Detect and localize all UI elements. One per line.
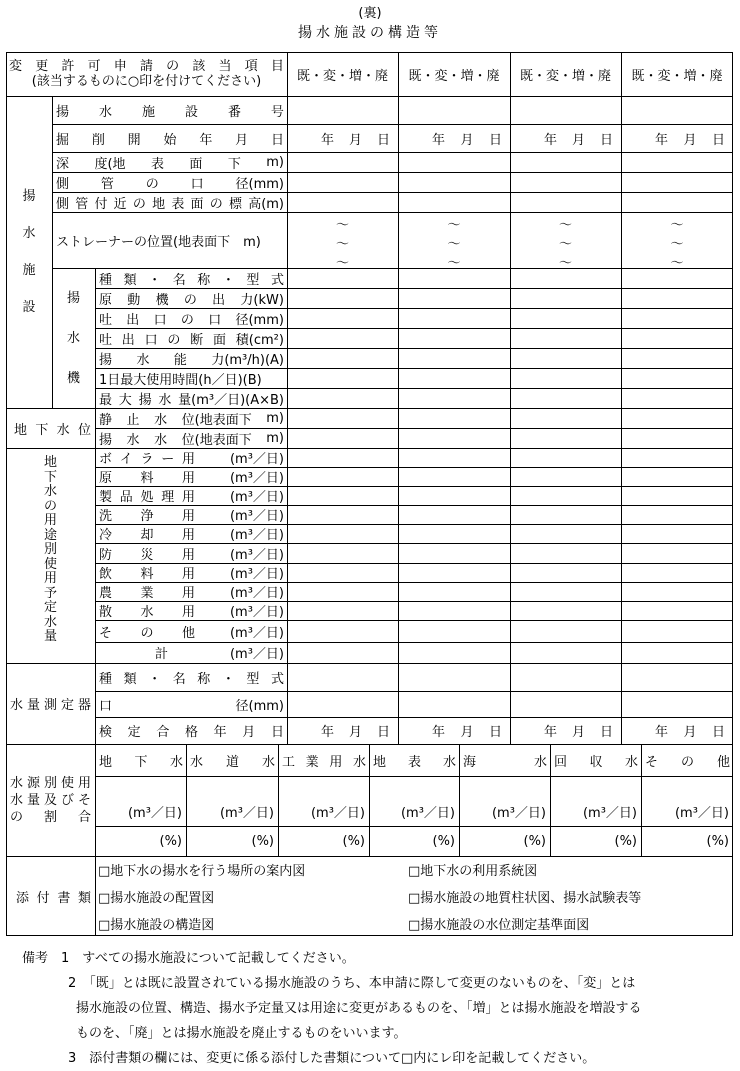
ws-char: 水 [533,754,547,770]
range-marker: ～ [447,218,461,233]
label-text: □揚水施設の構造図 [98,917,215,933]
date-char: 月 [348,725,362,740]
label-text: 既・変・増・廃 [296,68,388,84]
pump-char: 断 [190,332,204,348]
ws-char: 地 [373,754,387,770]
ws-char: 海 [463,754,477,770]
meter-type-char: 式 [270,671,284,687]
range-marker: ～ [447,256,461,268]
facility-group-char: 揚 [22,189,36,204]
ws-group-char: 源 [26,775,40,791]
ws-char: 収 [589,754,603,770]
date-char: 月 [571,132,585,148]
row-casing-elevation-char: 付 [94,196,108,212]
usage-char: 業 [140,586,154,601]
pump-char: 最 [99,392,113,408]
row-depth-char: 深 [56,156,70,172]
pump-char: 口 [153,312,167,328]
usage-group-char: 用 [43,513,57,529]
label-text: (m³／日) [400,806,455,821]
note-2-cont2: ものを、「廃」とは揚水施設を廃止するものをいいます。 [76,1026,407,1041]
category-char: 申 [113,59,127,74]
usage-group-char: 量 [43,629,57,645]
usage-char: 原 [99,471,113,486]
ws-char: 下 [134,754,148,770]
pump-char: ・ [148,272,162,288]
ws-char: 工 [282,754,296,770]
date-char: 日 [488,132,502,148]
meter-certified-date-char: 定 [127,725,141,740]
row-excavation-date-char: 開 [127,132,141,148]
label-text: 既・変・増・廃 [408,68,500,84]
pump-char: 1日最大使用時間(h／日)(B) [99,372,262,388]
usage-char: 用 [181,509,195,524]
pump-char: 径(mm) [235,312,284,328]
usage-char: そ [99,625,113,641]
pump-char: の [183,292,197,308]
usage-char: 農 [99,586,113,601]
category-char: 当 [218,59,232,74]
pump-char: 吐 [99,332,113,348]
date-char: 年 [655,132,669,148]
usage-char: 冷 [99,528,113,543]
ws-group-char: 合 [77,809,91,825]
att-group-char: 添 [16,890,30,906]
usage-group-char: 水 [43,484,57,500]
usage-char: 災 [140,547,154,563]
page-side-label: (裏) [358,6,382,21]
category-char: 変 [9,59,23,74]
row-facility-number-char: 施 [141,104,155,120]
pump-char: 量(m³／日)(A×B) [178,392,284,408]
pump-char: 積(cm²) [235,332,284,348]
note-3: 3 添付書類の欄には、変更に係る添付した書類について□内にレ印を記載してください。 [68,1051,596,1066]
pump-char: 力(m³/h)(A) [211,352,284,368]
ws-group-char: 別 [43,775,57,791]
label-text: (m³／日) [229,528,284,543]
usage-group-char: 用 [43,571,57,587]
row-casing-diameter-char: 口 [190,176,204,192]
date-char: 日 [711,725,725,740]
usage-char: 料 [140,567,154,582]
usage-char: 用 [181,452,195,467]
ws-char: 水 [261,754,275,770]
row-casing-elevation-char: 面 [190,196,204,212]
category-label-line2: (該当するものに○印を付けてください) [31,74,262,89]
pump-char: 大 [118,392,132,408]
meter-certified-date-char: 検 [99,725,113,740]
label-text: (%) [432,833,455,849]
label-text: (m³／日) [229,647,284,662]
ws-group-char: 水 [10,792,24,808]
label-text: (%) [614,833,637,849]
usage-char: 料 [140,471,154,486]
category-char: 更 [35,59,49,74]
ws-char: 他 [716,754,730,770]
gw-group-char: 水 [56,422,70,438]
page-title: 揚水施設の構造等 [298,25,442,41]
note-2-cont: 揚水施設の位置、構造、揚水予定量又は用途に変更があるものを、「増」とは揚水施設を増設する [76,1001,642,1016]
row-casing-elevation-char: 側 [56,196,70,212]
ws-char: の [680,754,694,770]
usage-char: 処 [140,490,154,505]
ws-group-char: 及 [43,792,57,808]
pump-char: 型 [246,272,260,288]
label-text: (%) [159,833,182,849]
ws-group-char: び [60,792,74,808]
category-char: 許 [61,59,75,74]
pump-group-char: 揚 [66,290,80,306]
date-char: 日 [488,725,502,740]
ws-char: 表 [407,754,421,770]
ws-char: 水 [624,754,638,770]
usage-char: イ [119,452,133,467]
usage-char: 浄 [140,509,154,524]
row-casing-diameter-char: 側 [56,176,70,192]
category-char: 請 [139,59,153,74]
ws-char: 業 [305,754,319,770]
pump-char: 式 [270,272,284,288]
date-char: 月 [460,132,474,148]
row-excavation-date-char: 年 [199,132,213,148]
ws-char: 回 [554,754,568,770]
facility-group-char: 設 [22,300,36,315]
meter-group-char: 器 [77,698,91,713]
label-text: □地下水の揚水を行う場所の案内図 [98,864,306,879]
row-excavation-date-char: 始 [163,132,177,148]
row-depth-char: 度(地 [94,156,126,172]
att-group-char: 書 [57,890,71,906]
pump-char: 揚 [99,352,113,368]
meter-certified-date-char: 合 [156,725,170,740]
category-char: の [166,59,180,74]
gw-char: m) [266,430,284,446]
label-text: (m³／日) [127,806,182,821]
row-casing-elevation-char: の [132,196,146,212]
row-casing-elevation-char: 表 [171,196,185,212]
row-depth-char: 面 [189,156,203,172]
usage-group-char: 定 [43,600,57,616]
pump-char: 原 [99,292,113,308]
usage-char: 用 [181,528,195,543]
date-char: 年 [321,725,335,740]
row-excavation-date-char: 月 [235,132,249,148]
row-casing-diameter-char: 径(mm) [235,176,284,192]
gw-char: 静 [99,412,113,428]
form-frame [6,52,733,936]
row-casing-elevation-char: 地 [152,196,166,212]
usage-char: 用 [181,471,195,486]
pump-char: 出 [121,332,135,348]
usage-char: 却 [140,528,154,543]
date-char: 年 [432,132,446,148]
row-casing-elevation-char: 標 [228,196,242,212]
pump-char: ・ [221,272,235,288]
pump-char: 出 [212,292,226,308]
gw-char: 水 [126,432,140,448]
label-text: (m³／日) [229,452,284,467]
label-text: 既・変・増・廃 [631,68,723,84]
label-text: (m³／日) [229,625,284,641]
label-text: (m³／日) [674,806,729,821]
ws-char: 水 [190,754,204,770]
usage-char: 用 [181,547,195,563]
row-depth-char: 表 [150,156,164,172]
gw-char: m) [266,410,284,426]
row-depth-char: 下 [227,156,241,172]
usage-char: 製 [99,490,113,505]
pump-char: 口 [208,312,222,328]
ws-group-char: の [10,809,24,825]
label-text: ストレーナーの位置(地表面下 m) [56,234,261,250]
range-marker: ～ [558,218,572,233]
row-facility-number-char: 水 [98,104,112,120]
ws-group-char: 水 [10,775,24,791]
date-char: 日 [376,725,390,740]
usage-char: 散 [99,605,113,620]
meter-type-char: 類 [123,671,137,687]
date-char: 年 [655,725,669,740]
label-text: (m³／日) [229,509,284,524]
category-char: 該 [192,59,206,74]
label-text: (m³／日) [229,586,284,601]
meter-diameter-char: 口 [99,698,113,714]
att-group-char: 類 [77,890,91,906]
meter-certified-date-char: 年 [213,725,227,740]
usage-group-char: の [43,498,57,514]
date-char: 日 [599,132,613,148]
gw-group-char: 位 [77,422,91,438]
pump-char: 揚 [138,392,152,408]
meter-type-char: ・ [221,671,235,687]
pump-char: 名 [172,272,186,288]
gw-group-char: 下 [35,422,49,438]
meter-diameter-char: 径(mm) [235,698,284,714]
range-marker: ～ [670,256,684,268]
range-marker: ～ [335,256,349,268]
note-2: 2 「既」とは既に設置されている揚水施設のうち、本申請に際して変更のないものを、「変」とは [68,976,636,991]
usage-group-char: 途 [43,527,57,543]
ws-char: 水 [352,754,366,770]
date-char: 日 [376,132,390,148]
row-casing-diameter-char: の [145,176,159,192]
usage-group-char: 地 [43,455,57,471]
usage-char: 用 [181,586,195,601]
label-text: (m³／日) [582,806,637,821]
row-casing-diameter-char: 管 [100,176,114,192]
usage-char: 品 [119,490,133,505]
usage-char: ラ [140,452,154,467]
range-marker: ～ [670,237,684,252]
pump-char: 吐 [99,312,113,328]
usage-group-char: 水 [43,614,57,630]
usage-char: 用 [181,490,195,505]
meter-group-char: 定 [60,698,74,713]
pump-char: 口 [144,332,158,348]
meter-type-char: 名 [172,671,186,687]
label-text: (m³／日) [229,471,284,486]
meter-type-char: 種 [99,671,113,687]
pump-char: の [167,332,181,348]
row-casing-elevation-char: 高(m) [248,196,284,212]
label-text: □揚水施設の水位測定基準面図 [408,917,590,933]
facility-group-char: 水 [22,226,36,241]
notes-section [22,946,732,1071]
pump-char: 水 [136,352,150,368]
meter-type-char: 称 [197,671,211,687]
facility-group-char: 施 [22,263,36,278]
usage-char: 用 [181,567,195,582]
ws-group-char: 割 [43,809,57,825]
pump-char: の [180,312,194,328]
label-text: (m³／日) [491,806,546,821]
date-char: 日 [599,725,613,740]
meter-group-char: 水 [10,698,24,713]
usage-group-char: 別 [43,542,57,558]
range-marker: ～ [558,237,572,252]
usage-char: 用 [181,605,195,620]
ws-char: 水 [442,754,456,770]
ws-group-char: 用 [77,775,91,791]
range-marker: ～ [335,237,349,252]
label-text: (m³／日) [219,806,274,821]
row-depth-char: m) [266,154,284,170]
label-text: (%) [706,833,729,849]
date-char: 年 [432,725,446,740]
row-casing-elevation-char: 近 [113,196,127,212]
notes-label: 備考 [22,951,49,966]
label-text: (%) [251,833,274,849]
row-facility-number-char: 号 [270,104,284,120]
category-char: 項 [244,59,258,74]
ws-char: 地 [99,754,113,770]
date-char: 月 [348,132,362,148]
meter-group-char: 測 [43,698,57,713]
row-facility-number-char: 番 [227,104,241,120]
pump-char: 能 [173,352,187,368]
label-text: 既・変・増・廃 [519,68,611,84]
usage-char: 防 [99,547,113,563]
pump-char: 機 [155,292,169,308]
label-text: (m³／日) [229,605,284,620]
range-marker: ～ [447,237,461,252]
pump-group-char: 機 [66,370,80,386]
usage-char: ー [161,452,175,467]
label-text: □揚水施設の地質柱状図、揚水試験表等 [408,891,642,906]
label-text: (m³／日) [229,567,284,582]
row-facility-number-char: 揚 [56,104,70,120]
usage-char: 洗 [99,509,113,524]
usage-char: 飲 [99,567,113,582]
ws-group-char: 使 [60,775,74,791]
gw-group-char: 地 [14,422,28,438]
range-marker: ～ [670,218,684,233]
date-char: 年 [544,725,558,740]
meter-certified-date-char: 格 [184,725,198,740]
usage-char: 理 [161,490,175,505]
date-char: 年 [544,132,558,148]
meter-certified-date-char: 日 [270,725,284,740]
pump-char: 動 [127,292,141,308]
category-char: 可 [87,59,101,74]
label-text: □揚水施設の配置図 [98,891,215,906]
date-char: 月 [683,132,697,148]
pump-char: 出 [126,312,140,328]
meter-type-char: ・ [148,671,162,687]
pump-char: 称 [197,272,211,288]
pump-group-char: 水 [66,330,80,346]
note-1: 備考 1 すべての揚水施設について記載してください。 [22,951,355,966]
date-char: 月 [460,725,474,740]
label-text: (m³／日) [229,547,284,563]
usage-group-char: 下 [43,469,57,485]
date-char: 年 [321,132,335,148]
label-text: □地下水の利用系統図 [408,864,538,879]
row-excavation-date-char: 日 [270,132,284,148]
usage-group-char: 使 [43,556,57,572]
gw-char: 水 [154,432,168,448]
ws-char: 用 [329,754,343,770]
label-text: (m³／日) [229,490,284,505]
usage-char: の [140,625,154,641]
row-casing-elevation-char: 管 [75,196,89,212]
row-excavation-date-char: 削 [91,132,105,148]
gw-char: 止 [126,412,140,428]
usage-char: 水 [140,605,154,620]
label-text: (%) [523,833,546,849]
pump-char: 種 [99,272,113,288]
date-char: 日 [711,132,725,148]
date-char: 月 [683,725,697,740]
gw-char: 水 [154,412,168,428]
label-text: (%) [342,833,365,849]
label-text: 計 [155,647,169,662]
gw-char: 位(地表面下 [181,432,252,448]
ws-group-char: そ [77,792,91,808]
pump-char: 水 [158,392,172,408]
range-marker: ～ [335,218,349,233]
pump-char: 力(kW) [240,292,284,308]
ws-char: 水 [169,754,183,770]
range-marker: ～ [558,256,572,268]
usage-char: 他 [181,625,195,641]
gw-char: 揚 [99,432,113,448]
att-group-char: 付 [36,890,50,906]
pump-char: 面 [212,332,226,348]
usage-group-char: 予 [43,585,57,601]
date-char: 月 [571,725,585,740]
row-casing-elevation-char: の [209,196,223,212]
pump-char: 類 [123,272,137,288]
row-excavation-date-char: 掘 [56,132,70,148]
ws-group-char: 量 [26,792,40,808]
meter-type-char: 型 [246,671,260,687]
gw-char: 位(地表面下 [181,412,252,428]
ws-char: 道 [225,754,239,770]
ws-char: そ [645,754,659,770]
usage-char: ボ [99,452,113,467]
category-char: 目 [270,59,284,74]
meter-certified-date-char: 月 [242,725,256,740]
row-facility-number-char: 設 [184,104,198,120]
meter-group-char: 量 [26,698,40,713]
label-text: (m³／日) [310,806,365,821]
